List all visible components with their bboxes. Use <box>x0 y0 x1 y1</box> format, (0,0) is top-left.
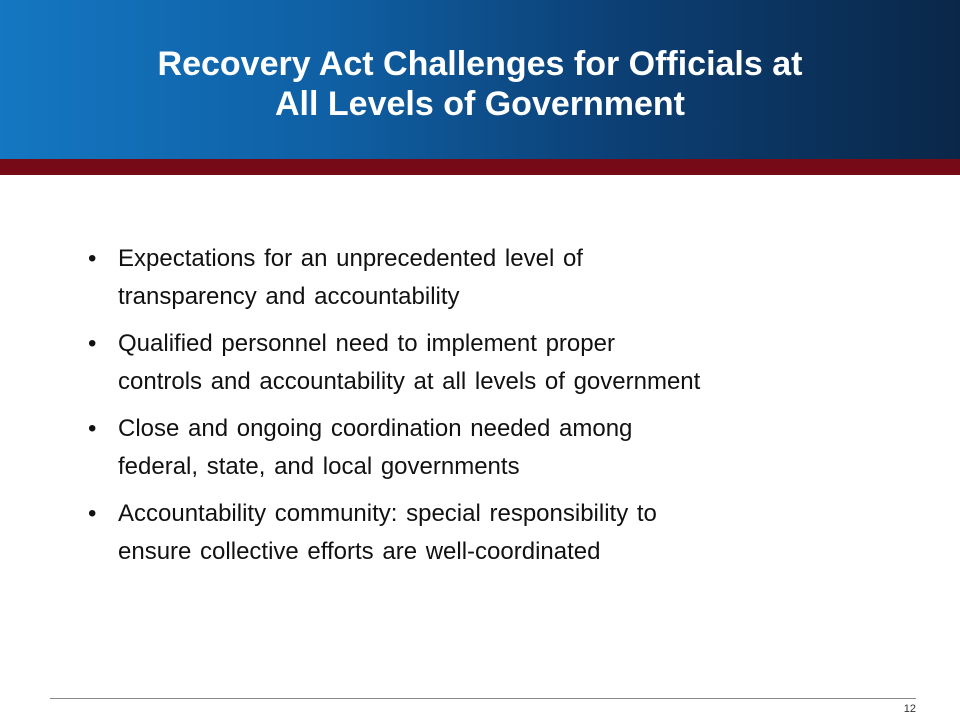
bullet-marker: • <box>88 415 97 442</box>
bullet-item <box>88 495 918 571</box>
slide-title-line-2: All Levels of Government <box>275 85 685 123</box>
bullet-text-line: Qualified personnel need to implement proper <box>118 330 615 357</box>
bullet-marker: • <box>88 500 97 527</box>
bullet-text-line: ensure collective efforts are well-coordinated <box>118 538 601 565</box>
page-number: 12 <box>903 703 916 715</box>
footer-divider <box>50 698 916 699</box>
bullet-item <box>88 410 918 486</box>
bullet-marker: • <box>88 330 97 357</box>
bullet-text-line: Close and ongoing coordination needed among <box>118 415 633 442</box>
bullet-text-line: federal, state, and local governments <box>118 453 520 480</box>
header-accent-rule <box>0 159 960 175</box>
bullet-text-line: controls and accountability at all levels of government <box>118 368 701 395</box>
bullet-text-line: Accountability community: special responsibility to <box>118 500 657 527</box>
slide-title <box>20 44 940 124</box>
bullet-list <box>88 240 918 580</box>
bullet-text-line: transparency and accountability <box>118 283 460 310</box>
bullet-item <box>88 240 918 316</box>
slide-title-line-1: Recovery Act Challenges for Officials at <box>157 45 803 83</box>
bullet-marker: • <box>88 245 97 272</box>
bullet-text-line: Expectations for an unprecedented level of <box>118 245 583 272</box>
bullet-item <box>88 325 918 401</box>
